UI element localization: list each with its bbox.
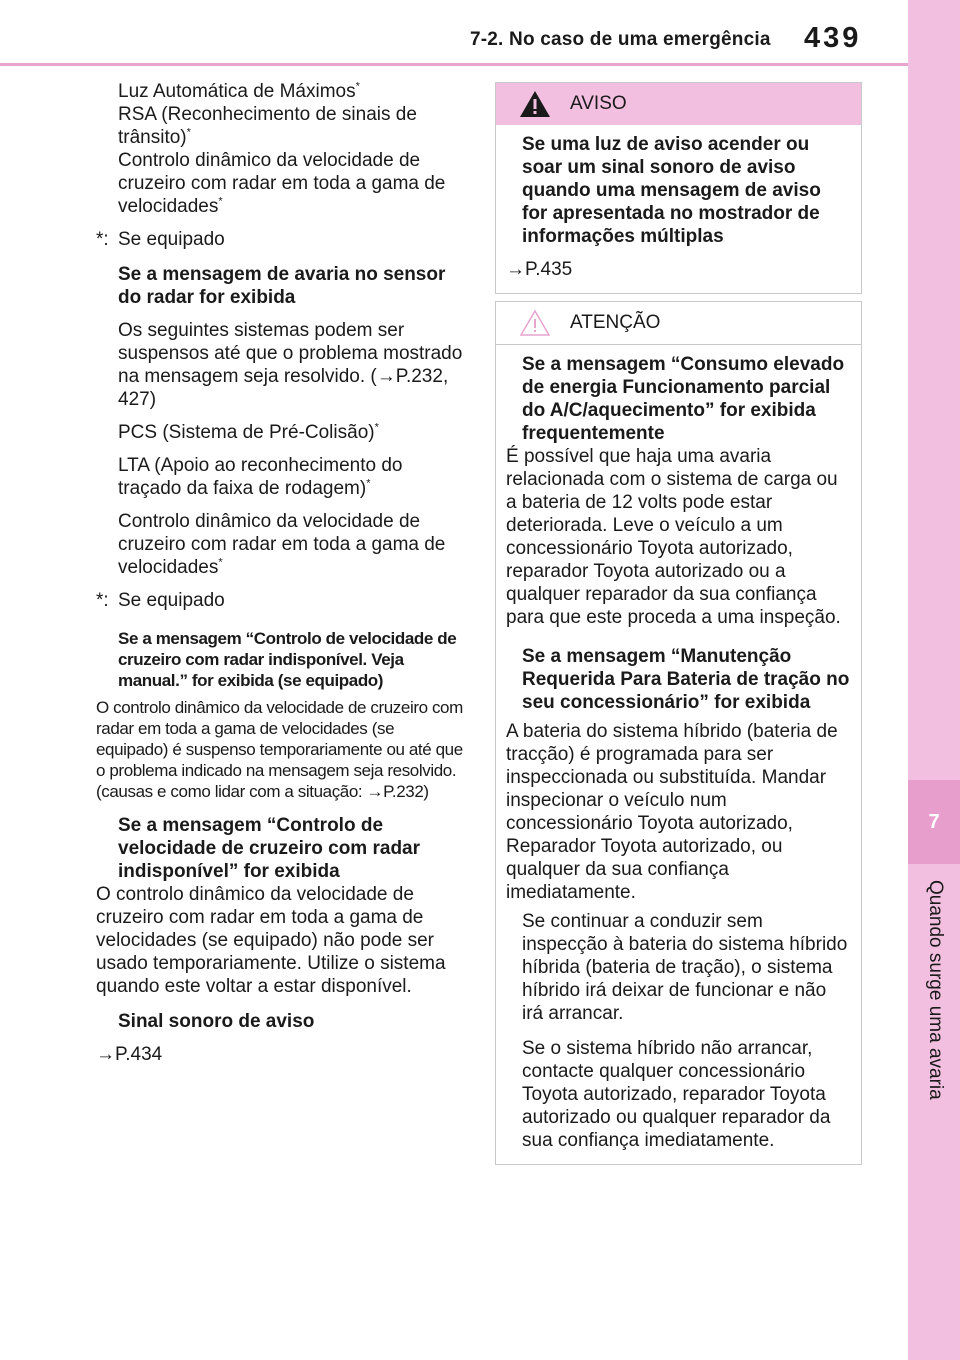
section-title: 7-2. No caso de uma emergência <box>470 29 771 50</box>
paragraph: É possível que haja uma avaria relacionada com o sistema de carga ou a bateria de 12 volts pode estar deteriorada. Leve o veículo a um concessionário Toyota autorizado, reparador Toyota autorizado ou a qualquer reparador da sua confiança para que este proceda a uma inspeção. <box>506 446 841 628</box>
page-reference: →P.434 <box>96 1044 163 1065</box>
warning-triangle-icon <box>518 89 552 119</box>
footnote: *: Se equipado <box>96 229 225 250</box>
section-heading: Se a mensagem “Controlo de velocidade de cruzeiro com radar indisponível. Veja manual.” for exibida (se equipado) <box>118 629 457 690</box>
caution-label: ATENÇÃO <box>570 312 661 333</box>
paragraph: Os seguintes sistemas podem ser suspensos até que o problema mostrado na mensagem seja resolvido. (→P.232, 427) <box>118 320 463 410</box>
page-reference: →P.435 <box>506 259 573 280</box>
warning-label: AVISO <box>570 93 627 114</box>
list-item: Controlo dinâmico da velocidade de cruzeiro com radar em toda a gama de velocidades* <box>118 511 446 578</box>
list-item: RSA (Reconhecimento de sinais de trânsito)* <box>118 104 417 148</box>
warning-box-header <box>496 83 861 125</box>
list-item: Se continuar a conduzir sem inspecção à bateria do sistema híbrido híbrida (bateria de tração), o sistema híbrido irá deixar de funcionar e não irá arrancar. <box>522 911 848 1024</box>
page-number: 439 <box>804 22 862 54</box>
caution-heading: Se a mensagem “Consumo elevado de energia Funcionamento parcial do A/C/aquecimento” for exibida frequentemente <box>522 354 845 444</box>
paragraph: O controlo dinâmico da velocidade de cruzeiro com radar em toda a gama de velocidades (se equipado) é suspenso temporariamente ou até que o problema indicado na mensagem seja resolvido. (causas e como lidar com a situação: →P.232) <box>96 698 463 801</box>
section-heading: Se a mensagem de avaria no sensor do radar for exibida <box>118 264 446 308</box>
footnote: *: Se equipado <box>96 590 225 611</box>
left-column <box>96 80 466 1066</box>
caution-triangle-icon <box>518 308 552 338</box>
section-heading: Sinal sonoro de aviso <box>118 1011 315 1032</box>
caution-box <box>495 301 862 1165</box>
header-rule <box>0 63 908 66</box>
paragraph: O controlo dinâmico da velocidade de cruzeiro com radar em toda a gama de velocidades (se equipado) não pode ser usado temporariamente. Utilize o sistema quando este voltar a estar disponível. <box>96 884 446 997</box>
warning-box <box>495 82 862 294</box>
section-heading: Se a mensagem “Controlo de velocidade de cruzeiro com radar indisponível” for exibida <box>118 815 421 882</box>
list-item: Controlo dinâmico da velocidade de cruzeiro com radar em toda a gama de velocidades* <box>118 150 446 217</box>
list-item: Luz Automática de Máximos* <box>118 80 360 102</box>
warning-heading: Se uma luz de aviso acender ou soar um sinal sonoro de aviso quando uma mensagem de aviso for apresentada no mostrador de informações múltiplas <box>522 134 821 247</box>
chapter-number: 7 <box>908 780 960 864</box>
caution-heading: Se a mensagem “Manutenção Requerida Para Bateria de tração no seu concessionário” for exibida <box>522 646 850 713</box>
caution-box-header <box>496 302 861 345</box>
chapter-side-tab <box>908 0 960 1360</box>
paragraph: A bateria do sistema híbrido (bateria de tracção) é programada para ser inspeccionada ou substituída. Mandar inspecionar o veículo num concessionário Toyota autorizado, Reparador Toyota autorizado, ou qualquer da sua confiança imediatamente. <box>506 721 838 903</box>
chapter-label: Quando surge uma avaria <box>925 880 946 1100</box>
list-item: Se o sistema híbrido não arrancar, contacte qualquer concessionário Toyota autorizado, reparador Toyota autorizado ou qualquer reparador da sua confiança imediatamente. <box>522 1038 831 1151</box>
list-item: LTA (Apoio ao reconhecimento do traçado da faixa de rodagem)* <box>118 455 403 499</box>
list-item: PCS (Sistema de Pré-Colisão)* <box>118 421 379 443</box>
